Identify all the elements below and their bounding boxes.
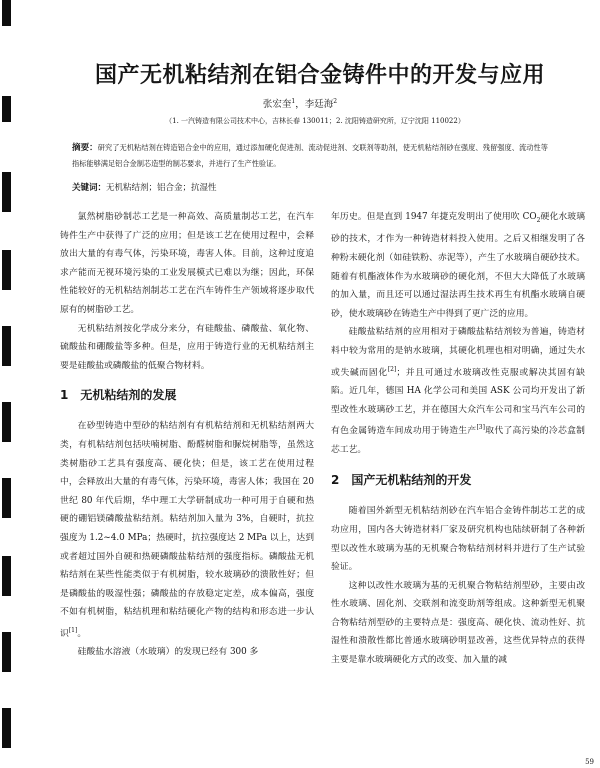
citation: [2] [387,365,397,373]
abstract [72,140,548,171]
citation: [3] [476,424,485,432]
scan-mark [2,250,11,290]
keywords-text: 无机粘结剂；铝合金；抗湿性 [106,183,217,193]
paragraph: 无机粘结剂按化学成分来分，有硅酸盐、磷酸盐、氧化物、硫酸盐和硼酸盐等多种。但是，应用于铸造行业的无机粘结剂主要是硅酸盐或磷酸盐的低聚合物材料。 [60,323,314,371]
section-heading: 2 国产无机粘结剂的开发 [331,473,472,488]
subscript: 2 [536,216,541,224]
page-number: 59 [585,758,594,766]
paragraph [331,323,585,459]
abstract-text: 研究了无机粘结剂在铸造铝合金中的应用，通过添加硬化促进剂、流动促进剂、交联剂等助剂，使无机粘结剂砂在强度、残留强度、流动性等指标能够满足铝合金制芯造型的制芯要求，并进行了生产性验证。 [72,143,548,168]
scan-mark [2,556,11,596]
scan-mark [2,326,11,366]
scan-mark [2,632,11,672]
paragraph [60,417,314,643]
scan-mark [2,402,11,442]
affiliation-mark: 1 [291,97,296,105]
paragraph: 这种以改性水玻璃为基的无机聚合物粘结剂型砂，主要由改性水玻璃、固化剂、交联剂和流变助剂等组成。这种新型无机聚合物粘结剂型砂的主要特点是：强度高、硬化快、流动性好、抗湿性和溃散性都比普通水玻璃砂明显改善，这些优异特点的获得主要是靠水玻璃硬化方式的改变、加入量的减 [331,580,585,666]
paragraph-text: ；并且可通过水玻璃改性克服或解决其固有缺陷。近几年，德国 HA 化学公司和美国 ASK 公司均开发出了新型改性水玻璃砂工艺，并在德国大众汽车公司和宝马汽车公司的有色金属铸造车间成功用于铸造生产 [331,367,585,437]
scan-mark [2,0,11,26]
affiliation-mark: 2 [333,97,338,105]
paragraph-text: 在砂型铸造中型砂的粘结剂有有机粘结剂和无机粘结剂两大类，有机粘结剂包括呋喃树脂、酚醛树脂和脲烷树脂等，虽然这类树脂砂工艺具有强度高、硬化快；但是，该工艺在使用过程中，会释放出大量的有毒气体，污染环境，毒害人体；我国在 20 世纪 80 年代后期，华中理工大学研制成功一种可用于自硬和热硬的硼铝镁磷酸盐粘结剂。粘结剂加入量为 3%，自硬时，抗拉强度为 1.2~4.0 MPa；热硬时，抗拉强度达 2 MPa 以上，达到或者超过国外自硬和热硬磷酸盐粘结剂的强度指标。磷酸盐无机粘结剂在某些性能类似于有机树脂，较水玻璃砂的溃散性好；但是磷酸盐的吸湿性强；磷酸盐的存放稳定定差，成本偏高，强度不如有机树脂，粘结机理和粘结硬化产物的结构和形态进一步认识 [60,421,314,639]
abstract-label: 摘要： [72,143,98,153]
scan-mark [2,708,11,748]
author-line [0,96,600,110]
right-column [331,208,585,670]
keywords-label: 关键词： [72,183,107,193]
scan-mark [2,172,11,212]
section-heading: 1 无机粘结剂的发展 [60,388,177,403]
keywords [72,181,548,193]
scan-mark [2,478,11,518]
paragraph-text: 硬化水玻璃砂的技术，才作为一种铸造材料投入使用。之后又相继发明了各种粉末硬化剂（如硅铁粉、赤泥等），产生了水玻璃自硬砂技术。随着有机酯液体作为水玻璃砂的硬化剂，不但大大降低了水玻璃的加入量，而且还可以通过湿法再生技术再生有机酯水玻璃自硬砂，使水玻璃砂在铸造生产中得到了更广泛的应用。 [331,212,585,319]
affiliation: （1. 一汽铸造有限公司技术中心，吉林长春 130011；2. 沈阳铸造研究所，辽宁沈阳 110022） [165,117,465,125]
author-separator: ， [295,99,305,110]
paragraph-text: 。 [77,628,87,639]
paragraph-text: 取代了高污染的冷芯盒制芯工艺。 [331,426,585,455]
left-column [60,208,314,662]
paragraph: 随着国外新型无机粘结剂砂在汽车铝合金铸件制芯工艺的成功应用，国内各大铸造材料厂家及研究机构也陆续研制了各种新型以改性水玻璃为基的无机聚合物粘结剂材料并进行了生产试验验证。 [331,506,585,573]
author-name: 李廷海 [304,99,334,110]
author-name: 张宏奎 [262,99,292,110]
paragraph: 硅酸盐水溶液（水玻璃）的发现已经有 300 多 [77,647,259,658]
paragraph [331,208,585,323]
citation: [1] [68,626,78,634]
paragraph-text: 年历史。但是直到 1947 年捷克发明出了使用吹 CO [331,212,537,222]
article-title: 国产无机粘结剂在铝合金铸件中的开发与应用 [94,63,545,88]
paragraph: 氯然树脂砂制芯工艺是一种高效、高质量制芯工艺，在汽车铸件生产中获得了广泛的应用；但是该工艺在使用过程中，会释放出大量的有毒气体，污染环境，毒害人体。目前，这种过度追求产能而无视环境污染的工业发展模式已难以为继；因此，环保性能较好的无机粘结剂制芯工艺在汽车铸件生产领域将逐步取代原有的树脂砂工艺。 [60,212,314,315]
paragraph-text: 硅酸盐粘结剂的应用相对于磷酸盐粘结剂较为普遍，铸造材料中较为常用的是钠水玻璃，其硬化机理也相对明确，通过失水或失碱而固化 [331,327,585,378]
scan-edge-marks [0,0,18,768]
